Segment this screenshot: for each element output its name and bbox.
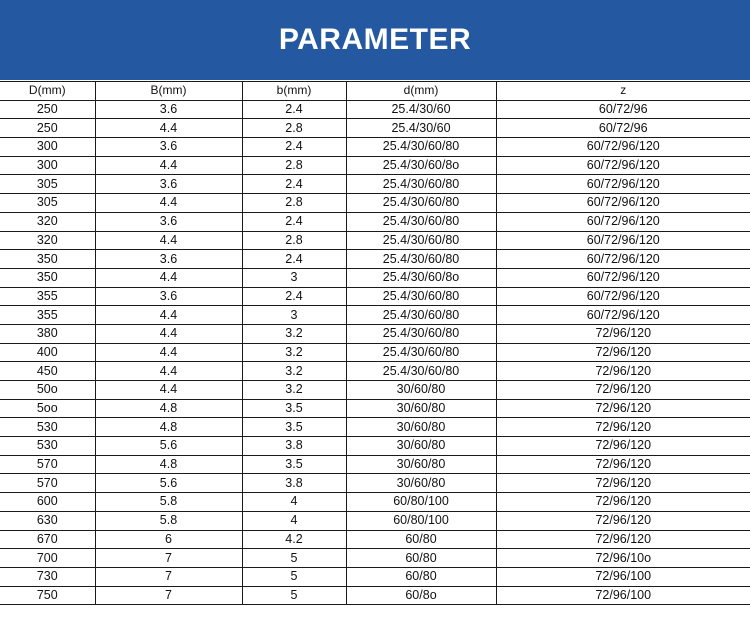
cell-body-thickness: 4.4 (95, 268, 242, 287)
cell-teeth-count: 60/72/96/120 (496, 175, 750, 194)
cell-body-thickness: 4.4 (95, 156, 242, 175)
cell-blade-thickness: 3.5 (242, 399, 346, 418)
table-row (0, 231, 750, 250)
cell-teeth-count: 60/72/96 (496, 100, 750, 119)
cell-outer-diameter: 570 (0, 474, 95, 493)
cell-body-thickness: 4.4 (95, 381, 242, 400)
cell-blade-thickness: 3.2 (242, 381, 346, 400)
cell-body-thickness: 7 (95, 549, 242, 568)
header-blade-thickness: b(mm) (242, 82, 346, 101)
cell-bore-diameter: 60/80 (346, 549, 496, 568)
table-row (0, 418, 750, 437)
cell-blade-thickness: 2.4 (242, 287, 346, 306)
cell-outer-diameter: 630 (0, 511, 95, 530)
cell-body-thickness: 4.4 (95, 306, 242, 325)
cell-blade-thickness: 5 (242, 586, 346, 605)
cell-outer-diameter: 300 (0, 156, 95, 175)
cell-outer-diameter: 305 (0, 194, 95, 213)
cell-bore-diameter: 60/80/100 (346, 511, 496, 530)
cell-outer-diameter: 355 (0, 306, 95, 325)
cell-teeth-count: 72/96/120 (496, 324, 750, 343)
cell-bore-diameter: 30/60/80 (346, 455, 496, 474)
cell-body-thickness: 7 (95, 567, 242, 586)
cell-outer-diameter: 305 (0, 175, 95, 194)
cell-bore-diameter: 25.4/30/60/80 (346, 231, 496, 250)
cell-outer-diameter: 250 (0, 119, 95, 138)
cell-body-thickness: 3.6 (95, 212, 242, 231)
cell-bore-diameter: 30/60/80 (346, 381, 496, 400)
cell-blade-thickness: 2.4 (242, 100, 346, 119)
cell-outer-diameter: 750 (0, 586, 95, 605)
cell-body-thickness: 5.6 (95, 474, 242, 493)
cell-blade-thickness: 4 (242, 493, 346, 512)
cell-bore-diameter: 60/80 (346, 567, 496, 586)
cell-bore-diameter: 30/60/80 (346, 437, 496, 456)
cell-blade-thickness: 3.8 (242, 437, 346, 456)
cell-bore-diameter: 25.4/30/60/80 (346, 138, 496, 157)
table-body (0, 100, 750, 605)
cell-body-thickness: 4.4 (95, 362, 242, 381)
table-row (0, 362, 750, 381)
cell-teeth-count: 72/96/120 (496, 511, 750, 530)
cell-teeth-count: 72/96/120 (496, 381, 750, 400)
table-row (0, 194, 750, 213)
cell-blade-thickness: 2.8 (242, 194, 346, 213)
cell-blade-thickness: 2.8 (242, 231, 346, 250)
cell-outer-diameter: 730 (0, 567, 95, 586)
cell-body-thickness: 5.6 (95, 437, 242, 456)
cell-teeth-count: 60/72/96/120 (496, 287, 750, 306)
cell-teeth-count: 72/96/120 (496, 493, 750, 512)
cell-bore-diameter: 25.4/30/60/80 (346, 250, 496, 269)
cell-body-thickness: 3.6 (95, 175, 242, 194)
cell-outer-diameter: 5oo (0, 399, 95, 418)
cell-outer-diameter: 50o (0, 381, 95, 400)
cell-teeth-count: 72/96/120 (496, 474, 750, 493)
cell-blade-thickness: 2.4 (242, 175, 346, 194)
cell-body-thickness: 4.4 (95, 343, 242, 362)
cell-teeth-count: 72/96/120 (496, 343, 750, 362)
table-row (0, 586, 750, 605)
table-row (0, 437, 750, 456)
cell-body-thickness: 4.4 (95, 194, 242, 213)
table-row (0, 175, 750, 194)
cell-body-thickness: 7 (95, 586, 242, 605)
cell-body-thickness: 4.8 (95, 399, 242, 418)
cell-blade-thickness: 2.8 (242, 119, 346, 138)
cell-outer-diameter: 320 (0, 212, 95, 231)
parameter-table (0, 81, 750, 605)
cell-teeth-count: 60/72/96/120 (496, 306, 750, 325)
cell-bore-diameter: 25.4/30/60/80 (346, 194, 496, 213)
table-row (0, 343, 750, 362)
cell-bore-diameter: 30/60/80 (346, 418, 496, 437)
cell-body-thickness: 4.4 (95, 231, 242, 250)
header-bore-diameter: d(mm) (346, 82, 496, 101)
cell-outer-diameter: 350 (0, 268, 95, 287)
table-row (0, 324, 750, 343)
table-row (0, 306, 750, 325)
cell-body-thickness: 4.8 (95, 455, 242, 474)
table-row (0, 455, 750, 474)
table-row (0, 530, 750, 549)
cell-bore-diameter: 25.4/30/60/80 (346, 343, 496, 362)
cell-outer-diameter: 300 (0, 138, 95, 157)
table-row (0, 268, 750, 287)
cell-teeth-count: 60/72/96/120 (496, 268, 750, 287)
header-body-thickness: B(mm) (95, 82, 242, 101)
cell-blade-thickness: 4 (242, 511, 346, 530)
cell-body-thickness: 4.8 (95, 418, 242, 437)
cell-outer-diameter: 700 (0, 549, 95, 568)
cell-outer-diameter: 600 (0, 493, 95, 512)
cell-teeth-count: 72/96/120 (496, 362, 750, 381)
cell-blade-thickness: 2.4 (242, 250, 346, 269)
cell-outer-diameter: 530 (0, 437, 95, 456)
cell-body-thickness: 3.6 (95, 250, 242, 269)
cell-blade-thickness: 5 (242, 549, 346, 568)
cell-teeth-count: 60/72/96/120 (496, 212, 750, 231)
cell-outer-diameter: 670 (0, 530, 95, 549)
table-row (0, 381, 750, 400)
table-row (0, 549, 750, 568)
cell-blade-thickness: 3.2 (242, 362, 346, 381)
cell-outer-diameter: 380 (0, 324, 95, 343)
cell-teeth-count: 72/96/100 (496, 567, 750, 586)
cell-body-thickness: 4.4 (95, 324, 242, 343)
cell-bore-diameter: 25.4/30/60/80 (346, 324, 496, 343)
cell-teeth-count: 60/72/96/120 (496, 194, 750, 213)
cell-bore-diameter: 25.4/30/60/80 (346, 175, 496, 194)
cell-teeth-count: 72/96/10o (496, 549, 750, 568)
cell-bore-diameter: 30/60/80 (346, 399, 496, 418)
cell-teeth-count: 72/96/120 (496, 455, 750, 474)
cell-teeth-count: 72/96/120 (496, 437, 750, 456)
header-row (0, 82, 750, 101)
cell-blade-thickness: 3 (242, 306, 346, 325)
cell-blade-thickness: 3 (242, 268, 346, 287)
cell-body-thickness: 5.8 (95, 493, 242, 512)
cell-blade-thickness: 2.8 (242, 156, 346, 175)
cell-teeth-count: 60/72/96/120 (496, 156, 750, 175)
table-row (0, 119, 750, 138)
cell-teeth-count: 72/96/120 (496, 399, 750, 418)
cell-teeth-count: 60/72/96/120 (496, 138, 750, 157)
page-title: PARAMETER (278, 23, 472, 56)
cell-bore-diameter: 25.4/30/60/80 (346, 306, 496, 325)
cell-bore-diameter: 25.4/30/60/80 (346, 362, 496, 381)
cell-teeth-count: 60/72/96/120 (496, 250, 750, 269)
cell-outer-diameter: 450 (0, 362, 95, 381)
cell-teeth-count: 72/96/100 (496, 586, 750, 605)
cell-outer-diameter: 400 (0, 343, 95, 362)
cell-bore-diameter: 60/8o (346, 586, 496, 605)
cell-body-thickness: 6 (95, 530, 242, 549)
cell-outer-diameter: 570 (0, 455, 95, 474)
table-row (0, 493, 750, 512)
cell-bore-diameter: 30/60/80 (346, 474, 496, 493)
cell-blade-thickness: 3.8 (242, 474, 346, 493)
cell-teeth-count: 72/96/120 (496, 530, 750, 549)
table-row (0, 474, 750, 493)
cell-blade-thickness: 5 (242, 567, 346, 586)
cell-outer-diameter: 530 (0, 418, 95, 437)
cell-teeth-count: 60/72/96/120 (496, 231, 750, 250)
cell-body-thickness: 3.6 (95, 138, 242, 157)
header-outer-diameter: D(mm) (0, 82, 95, 101)
table-row (0, 567, 750, 586)
cell-blade-thickness: 3.5 (242, 455, 346, 474)
cell-bore-diameter: 25.4/30/60/80 (346, 212, 496, 231)
cell-outer-diameter: 320 (0, 231, 95, 250)
cell-outer-diameter: 355 (0, 287, 95, 306)
cell-blade-thickness: 2.4 (242, 138, 346, 157)
table-row (0, 156, 750, 175)
cell-bore-diameter: 25.4/30/60/8o (346, 156, 496, 175)
cell-blade-thickness: 2.4 (242, 212, 346, 231)
table-row (0, 250, 750, 269)
cell-bore-diameter: 25.4/30/60/8o (346, 268, 496, 287)
table-row (0, 100, 750, 119)
table-row (0, 287, 750, 306)
cell-bore-diameter: 60/80/100 (346, 493, 496, 512)
header-teeth-count: z (496, 82, 750, 101)
cell-body-thickness: 3.6 (95, 100, 242, 119)
table-row (0, 511, 750, 530)
cell-outer-diameter: 250 (0, 100, 95, 119)
cell-body-thickness: 5.8 (95, 511, 242, 530)
cell-blade-thickness: 3.2 (242, 324, 346, 343)
title-banner (0, 0, 750, 80)
cell-bore-diameter: 60/80 (346, 530, 496, 549)
cell-teeth-count: 72/96/120 (496, 418, 750, 437)
cell-blade-thickness: 4.2 (242, 530, 346, 549)
cell-blade-thickness: 3.2 (242, 343, 346, 362)
cell-blade-thickness: 3.5 (242, 418, 346, 437)
cell-teeth-count: 60/72/96 (496, 119, 750, 138)
table-row (0, 399, 750, 418)
table-row (0, 212, 750, 231)
cell-body-thickness: 3.6 (95, 287, 242, 306)
cell-bore-diameter: 25.4/30/60/80 (346, 287, 496, 306)
cell-bore-diameter: 25.4/30/60 (346, 119, 496, 138)
cell-body-thickness: 4.4 (95, 119, 242, 138)
cell-bore-diameter: 25.4/30/60 (346, 100, 496, 119)
cell-outer-diameter: 350 (0, 250, 95, 269)
table-row (0, 138, 750, 157)
